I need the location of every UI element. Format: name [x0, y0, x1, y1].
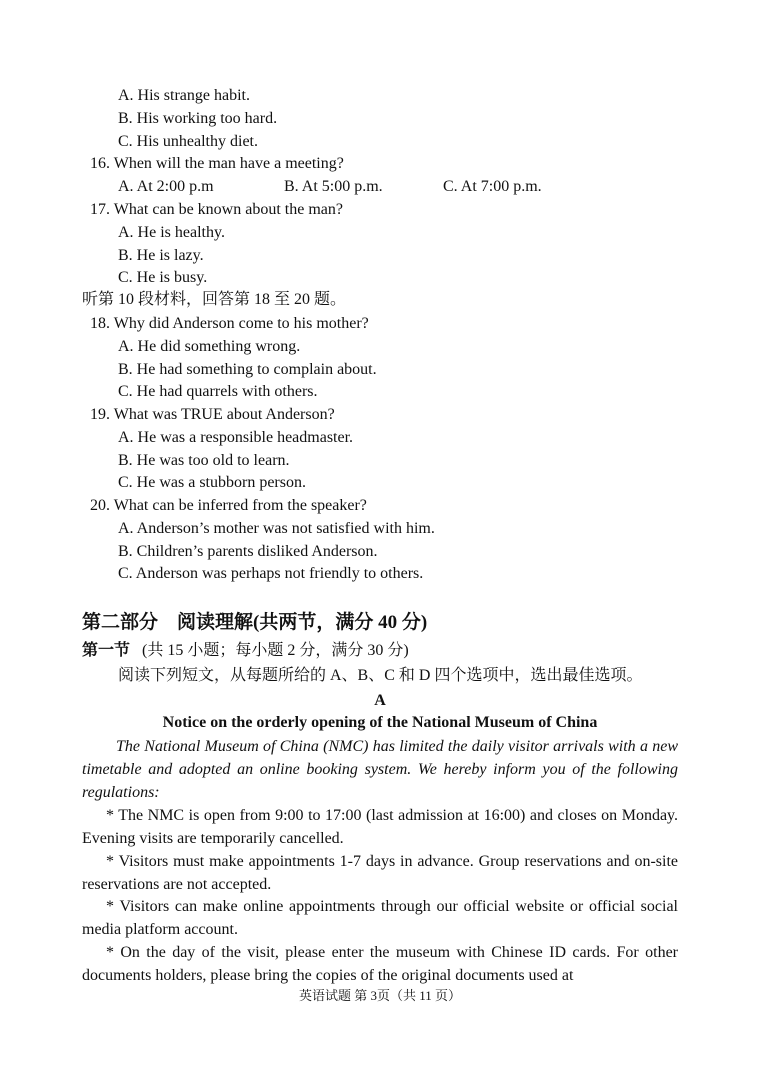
q19-option-b: B. He was too old to learn.: [118, 452, 290, 469]
passage-title: Notice on the orderly opening of the National Museum of China: [162, 714, 598, 731]
q17-option-c: C. He is busy.: [118, 269, 208, 286]
q16-question: 16. When will the man have a meeting?: [90, 155, 344, 172]
q19-option-c: C. He was a stubborn person.: [118, 474, 306, 491]
q15-option-c: C. His unhealthy diet.: [118, 133, 258, 150]
section1-info: (共 15 小题；每小题 2 分，满分 30 分): [142, 642, 409, 659]
q16-option-b: B. At 5:00 p.m.: [284, 178, 383, 195]
passage-rule-1: * The NMC is open from 9:00 to 17:00 (last admission at 16:00) and closes on Monday. Evening visits are temporarily cancelled.: [82, 807, 678, 847]
passage-letter: A: [374, 692, 386, 709]
section1-heading: [82, 640, 409, 662]
passage-rule-4: * On the day of the visit, please enter the museum with Chinese ID cards. For other documents holders, please bring the copies of the original documents used at: [82, 944, 678, 984]
part2-title: 第二部分 阅读理解(共两节，满分 40 分): [82, 612, 428, 633]
q16-option-c: C. At 7:00 p.m.: [443, 178, 542, 195]
q18-option-b: B. He had something to complain about.: [118, 361, 377, 378]
q15-option-a: A. His strange habit.: [118, 87, 250, 104]
q19-question: 19. What was TRUE about Anderson?: [90, 406, 335, 423]
passage-rule-2: * Visitors must make appointments 1-7 days in advance. Group reservations and on-site reservations are not accepted.: [82, 853, 678, 893]
q15-option-b: B. His working too hard.: [118, 110, 278, 127]
q16-option-a: A. At 2:00 p.m: [118, 178, 214, 195]
q20-option-b: B. Children’s parents disliked Anderson.: [118, 543, 378, 560]
q17-question: 17. What can be known about the man?: [90, 201, 343, 218]
q18-option-c: C. He had quarrels with others.: [118, 383, 318, 400]
reading-instruction: 阅读下列短文，从每题所给的 A、B、C 和 D 四个选项中，选出最佳选项。: [118, 667, 643, 684]
section10-instruction: 听第 10 段材料，回答第 18 至 20 题。: [82, 291, 347, 308]
q17-option-b: B. He is lazy.: [118, 247, 204, 264]
q20-option-c: C. Anderson was perhaps not friendly to others.: [118, 565, 424, 582]
q18-question: 18. Why did Anderson come to his mother?: [90, 315, 369, 332]
q20-option-a: A. Anderson’s mother was not satisfied with him.: [118, 520, 435, 537]
q18-option-a: A. He did something wrong.: [118, 338, 301, 355]
page-footer: 英语试题 第 3页（共 11 页）: [298, 988, 462, 1003]
q20-question: 20. What can be inferred from the speaker?: [90, 497, 367, 514]
passage-rule-3: * Visitors can make online appointments through our official website or official social media platform account.: [82, 898, 678, 938]
section1-label: 第一节: [82, 642, 131, 659]
q17-option-a: A. He is healthy.: [118, 224, 225, 241]
q19-option-a: A. He was a responsible headmaster.: [118, 429, 354, 446]
passage-intro: The National Museum of China (NMC) has limited the daily visitor arrivals with a new timetable and adopted an online booking system. We hereby inform you of the following regulations:: [82, 738, 678, 801]
